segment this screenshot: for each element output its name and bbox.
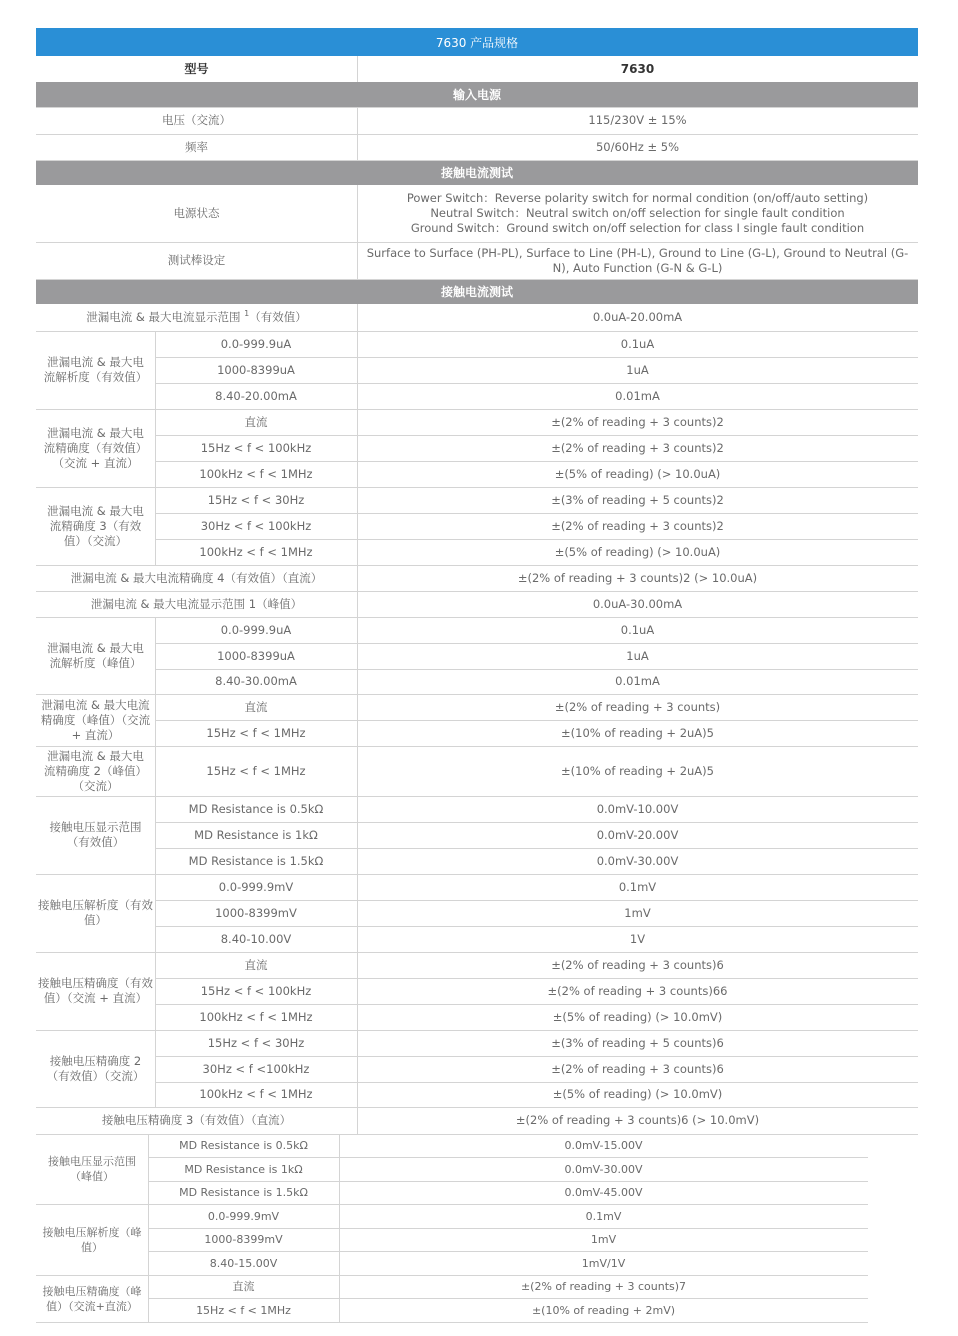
sub-value: ±(10% of reading + 2mV) (531, 1303, 676, 1317)
sub-value: ±(3% of reading + 5 counts)2 (551, 492, 724, 507)
sub-value: ±(2% of reading + 3 counts) (554, 699, 721, 714)
sub-value: 0.0mV-30.00V (596, 853, 679, 868)
row-divider (36, 279, 918, 280)
column-divider (339, 1134, 340, 1322)
spec-group (36, 487, 918, 565)
sub-value: 1mV/1V (581, 1256, 626, 1270)
sub-label: 8.40-30.00mA (215, 674, 297, 688)
sub-label: 直流 (244, 957, 268, 972)
row-divider (36, 874, 918, 875)
row-divider (148, 1298, 868, 1299)
sub-label: 15Hz < f < 100kHz (200, 440, 312, 455)
group-label: 接触电压精确度 2（有效值）（交流） (46, 1053, 145, 1083)
section-contact-test-2: 接触电流测试 (36, 279, 918, 304)
power-state-label: 电源状态 (173, 206, 220, 220)
sub-label: MD Resistance is 1kΩ (184, 1162, 303, 1176)
sub-row (155, 617, 918, 643)
sub-label: 100kHz < f < 1MHz (199, 1087, 313, 1101)
sub-row (155, 643, 918, 669)
sub-value: ±(5% of reading) (> 10.0uA) (554, 544, 721, 559)
group-label: 泄漏电流 & 最大电流解析度（有效值） (43, 355, 148, 384)
sub-row (155, 461, 918, 487)
sub-label: 直流 (232, 1280, 255, 1293)
sub-value: 0.0mV-20.00V (596, 827, 679, 842)
sub-row (155, 978, 918, 1004)
group-label: 泄漏电流 & 最大电流精确度 2（峰值）（交流） (44, 748, 147, 793)
sub-label: 15Hz < f < 1MHz (206, 763, 306, 778)
spec-label: 泄漏电流 & 最大电流显示范围 1（峰值） (90, 596, 303, 611)
group-label: 接触电压显示范围（峰值） (48, 1155, 136, 1183)
sub-row (155, 1004, 918, 1030)
sub-value: ±(2% of reading + 3 counts)66 (547, 983, 728, 998)
sub-value: ±(2% of reading + 3 counts)2 (551, 440, 724, 455)
column-divider (148, 1134, 149, 1322)
row-divider (155, 643, 918, 644)
row-divider (148, 1157, 868, 1158)
sub-value: 0.1mV (585, 1209, 622, 1223)
row-divider (155, 848, 918, 849)
spec-group (36, 874, 918, 952)
row-divider (36, 487, 918, 488)
sub-value: ±(5% of reading) (> 10.0uA) (554, 466, 721, 481)
sub-value: 0.0mV-10.00V (596, 801, 679, 816)
spec-value: ±(2% of reading + 3 counts)2 (> 10.0uA) (517, 570, 758, 585)
row-divider (155, 900, 918, 901)
row-divider (36, 565, 918, 566)
sub-row (155, 1056, 918, 1082)
sub-row (148, 1204, 868, 1228)
row-divider (155, 435, 918, 436)
row-divider (155, 357, 918, 358)
column-divider (155, 796, 156, 1107)
sub-label: MD Resistance is 1.5kΩ (188, 853, 324, 868)
sub-label: 15Hz < f < 30Hz (207, 1035, 305, 1050)
sub-row (155, 952, 918, 978)
row-divider (155, 513, 918, 514)
power-state-row (36, 185, 918, 242)
frequency-row (36, 134, 918, 160)
sub-row (155, 435, 918, 461)
sub-label: 0.0-999.9mV (218, 879, 294, 894)
frequency-value: 50/60Hz ± 5% (595, 139, 679, 154)
sub-row (148, 1275, 868, 1298)
sub-row (155, 669, 918, 694)
row-divider (155, 978, 918, 979)
sub-row (155, 357, 918, 383)
group-label: 接触电压解析度（峰值） (42, 1225, 142, 1254)
column-divider (357, 304, 358, 1134)
sub-value: 1mV (624, 905, 651, 920)
row-divider (36, 1134, 918, 1135)
group-label: 泄漏电流 & 最大电流精确度 3（有效值）（交流） (47, 503, 144, 548)
sub-label: 1000-8399mV (204, 1233, 283, 1246)
sub-value: 0.01mA (615, 388, 660, 403)
sub-label: 1000-8399uA (217, 362, 295, 377)
sub-row (148, 1298, 868, 1322)
sub-label: 100kHz < f < 1MHz (199, 1009, 313, 1024)
group-label: 接触电压精确度（峰值）（交流+直流） (42, 1284, 142, 1313)
sub-row (155, 694, 918, 720)
row-divider (155, 539, 918, 540)
sub-value: ±(10% of reading + 2uA)5 (561, 725, 714, 740)
model-label: 型号 (184, 61, 209, 76)
sub-row (155, 331, 918, 357)
sub-label: 8.40-20.00mA (215, 388, 297, 403)
sub-value: ±(2% of reading + 3 counts)2 (551, 414, 724, 429)
sub-label: 1000-8399mV (215, 905, 297, 920)
sub-label: 1000-8399uA (217, 648, 295, 663)
sub-value: 0.1uA (620, 336, 655, 351)
column-divider (155, 331, 156, 565)
row-divider (36, 1107, 918, 1108)
sub-label: 30Hz < f <100kHz (202, 1061, 310, 1076)
section-contact-test-1: 接触电流测试 (36, 160, 918, 185)
row-divider (36, 331, 918, 332)
group-label: 泄漏电流 & 最大电流精确度（峰值）（交流 + 直流） (40, 697, 151, 742)
row-divider (148, 1228, 868, 1229)
sub-row (155, 900, 918, 926)
group-label: 泄漏电流 & 最大电流解析度（峰值） (47, 640, 144, 670)
group-label: 接触电压精确度（有效值）（交流 + 直流） (38, 976, 153, 1005)
sub-row (155, 848, 918, 874)
sub-value: ±(2% of reading + 3 counts)6 (551, 957, 724, 972)
spec-label: 泄漏电流 & 最大电流显示范围 $^1$（有效值） (86, 309, 307, 324)
row-divider (36, 1275, 868, 1276)
row-divider (36, 746, 918, 747)
neutral-switch-text: Neutral Switch：Neutral switch on/off selection for single fault condition (430, 206, 845, 220)
row-divider (155, 1082, 918, 1083)
row-divider (148, 1181, 868, 1182)
sub-label: 15Hz < f < 100kHz (200, 983, 312, 998)
sub-row (155, 539, 918, 565)
row-divider (155, 822, 918, 823)
spec-row (36, 1107, 918, 1134)
row-divider (36, 952, 918, 953)
sub-value: ±(2% of reading + 3 counts)2 (551, 518, 724, 533)
sub-label: 直流 (244, 414, 268, 429)
row-divider (36, 1030, 918, 1031)
sub-value: ±(2% of reading + 3 counts)7 (520, 1280, 687, 1293)
sub-row (155, 1082, 918, 1107)
sub-value: ±(5% of reading) (> 10.0mV) (552, 1087, 723, 1101)
row-divider (36, 409, 918, 410)
sub-label: 8.40-10.00V (220, 931, 292, 946)
row-divider (155, 926, 918, 927)
sub-row (155, 383, 918, 409)
sub-row (148, 1228, 868, 1251)
row-divider (36, 107, 918, 108)
sub-value: 0.0mV-30.00V (564, 1162, 643, 1176)
sub-row (155, 822, 918, 848)
model-value: 7630 (620, 61, 655, 76)
row-divider (36, 591, 918, 592)
sub-row (155, 409, 918, 435)
voltage-row (36, 107, 918, 134)
column-divider (357, 56, 358, 82)
sub-value: 1uA (626, 648, 649, 663)
sub-label: 0.0-999.9uA (220, 336, 292, 351)
frequency-label: 频率 (185, 139, 208, 154)
sub-label: MD Resistance is 0.5kΩ (188, 801, 324, 816)
row-divider (36, 1204, 868, 1205)
model-row (36, 56, 918, 82)
sub-value: 0.1mV (618, 879, 657, 894)
sub-row (148, 1251, 868, 1275)
sub-label: 100kHz < f < 1MHz (199, 544, 313, 559)
sub-row (155, 874, 918, 900)
voltage-label: 电压（交流） (162, 113, 231, 127)
sub-value: 0.0mV-15.00V (564, 1139, 643, 1152)
row-divider (155, 383, 918, 384)
spec-value: 0.0uA-30.00mA (592, 596, 683, 611)
sub-label: MD Resistance is 1kΩ (194, 827, 318, 842)
sub-row (155, 796, 918, 822)
sub-value: ±(5% of reading) (> 10.0mV) (552, 1009, 723, 1024)
sub-label: 0.0-999.9mV (207, 1209, 280, 1223)
column-divider (155, 617, 156, 796)
spec-group (36, 746, 918, 796)
sub-row (155, 1030, 918, 1056)
spec-row (36, 565, 918, 591)
sub-label: 直流 (244, 699, 268, 714)
sub-label: MD Resistance is 0.5kΩ (179, 1139, 308, 1152)
sub-value: 0.01mA (615, 674, 660, 688)
sub-label: MD Resistance is 1.5kΩ (179, 1186, 308, 1199)
sub-row (155, 926, 918, 952)
sub-label: 15Hz < f < 1MHz (206, 725, 306, 740)
sub-row (148, 1134, 868, 1157)
sub-label: 15Hz < f < 1MHz (196, 1303, 291, 1317)
column-divider (357, 185, 358, 279)
spec-group (36, 952, 918, 1030)
group-label: 接触电压解析度（有效值） (38, 898, 153, 927)
row-divider (36, 617, 918, 618)
power-switch-text: Power Switch：Reverse polarity switch for normal condition (on/off/auto setting) (406, 191, 869, 205)
spec-group (36, 617, 918, 694)
spec-value: 0.0uA-20.00mA (592, 310, 683, 324)
row-divider (155, 1056, 918, 1057)
sub-value: ±(3% of reading + 5 counts)6 (551, 1035, 724, 1050)
sub-label: 0.0-999.9uA (220, 622, 292, 637)
sub-label: 100kHz < f < 1MHz (199, 466, 313, 481)
sub-row (155, 513, 918, 539)
spec-label: 泄漏电流 & 最大电流精确度 4（有效值）（直流） (70, 570, 323, 585)
sub-value: ±(10% of reading + 2uA)5 (561, 763, 714, 778)
row-divider (155, 461, 918, 462)
section-input-power: 输入电源 (36, 82, 918, 107)
voltage-value: 115/230V ± 15% (588, 113, 687, 127)
row-divider (36, 160, 918, 161)
sub-value: 1V (629, 931, 646, 946)
group-label: 泄漏电流 & 最大电流精确度（有效值）（交流 + 直流） (43, 425, 148, 470)
row-divider (36, 694, 918, 695)
spec-group (36, 1030, 918, 1107)
spec-group (36, 1134, 868, 1204)
probe-value: Surface to Surface (PH-PL), Surface to Line (PH-L), Ground to Line (G-L), Ground to Neutral (G-N), Auto Function (G-N & G-L) (366, 245, 909, 275)
sub-row (155, 746, 918, 796)
row-divider (155, 669, 918, 670)
spec-group (36, 331, 918, 409)
probe-label: 测试棒设定 (167, 253, 226, 267)
sub-label: 8.40-15.00V (209, 1256, 278, 1270)
sub-value: ±(2% of reading + 3 counts)6 (551, 1061, 724, 1076)
sub-row (155, 720, 918, 746)
sub-value: 0.1uA (620, 622, 655, 637)
spec-row (36, 591, 918, 617)
spec-label: 接触电压精确度 3（有效值）（直流） (101, 1113, 292, 1127)
row-divider (36, 134, 918, 135)
sub-row (148, 1181, 868, 1204)
sub-value: 0.0mV-45.00V (564, 1186, 643, 1199)
row-divider (155, 720, 918, 721)
sub-row (155, 487, 918, 513)
row-divider (36, 242, 918, 243)
row-divider (148, 1251, 868, 1252)
spec-group (36, 409, 918, 487)
sub-value: 1uA (626, 362, 649, 377)
spec-group (36, 1204, 868, 1275)
spec-group (36, 796, 918, 874)
ground-switch-text: Ground Switch：Ground switch on/off selection for class I single fault condition (410, 221, 865, 235)
sub-row (148, 1157, 868, 1181)
group-label: 接触电压显示范围（有效值） (49, 820, 142, 849)
probe-row (36, 242, 918, 279)
row-divider (155, 1004, 918, 1005)
row-divider (36, 796, 918, 797)
spec-value: ±(2% of reading + 3 counts)6 (> 10.0mV) (515, 1113, 760, 1127)
spec-table-title: 7630 产品规格 (36, 28, 918, 56)
row-divider (36, 1322, 868, 1323)
sub-value: 1mV (590, 1233, 617, 1246)
spec-row (36, 304, 918, 331)
sub-label: 30Hz < f < 100kHz (200, 518, 312, 533)
sub-label: 15Hz < f < 30Hz (207, 492, 305, 507)
column-divider (357, 107, 358, 160)
power-state-value (357, 185, 918, 242)
